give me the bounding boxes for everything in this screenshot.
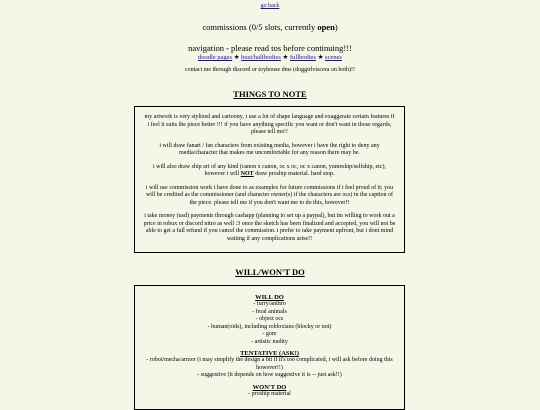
tentative-title: TENTATIVE (ASK!) <box>240 350 299 357</box>
nav-link-scenes[interactable]: scenes <box>325 54 343 61</box>
status-suffix: ) <box>334 22 338 32</box>
list-item: - furry/anthro <box>253 301 286 307</box>
status-state: open <box>317 22 335 32</box>
note-payment: i take money (usd) payments through cashapp (planning to set up a paypal), but im willing to work out a price in robux or discord nitro as well :3 once the sketch has been finalized and accepted, you will not be able to get a full refund if you cancel the commission. i prefer to take payment upfront, but i dont mind waiting if any complications arise!! <box>143 213 396 242</box>
things-to-note-box[interactable] <box>134 106 405 253</box>
nav-link-doodle-pages[interactable]: doodle pages <box>197 54 233 61</box>
note-ships-text-end: draw proship material. hard stop. <box>253 171 335 177</box>
list-item: - robot/mecha/armor (i may simplify the design a bit if it's too complicated, i will ask before doing this however!!) <box>146 357 393 371</box>
note-ships-text: i will also draw ship art of any kind (canon x canon, oc x oc, oc x canon, yumeship/selfship, etc), however i will <box>153 163 386 177</box>
list-item: - proship material <box>248 390 291 397</box>
wont-do-block <box>143 384 396 399</box>
will-wont-title: WILL/WON'T DO <box>235 267 305 277</box>
wont-do-title: WON'T DO <box>252 383 287 391</box>
list-item: - human(oids), including robloxians (blocky or not) <box>207 323 332 330</box>
will-do-title: WILL DO <box>255 294 284 301</box>
star-separator-icon: ★ <box>317 54 324 61</box>
things-to-note-title: THINGS TO NOTE <box>233 89 307 99</box>
will-do-block <box>143 294 396 346</box>
list-item: - suggestive (it depends on how suggestive it is -- just ask!!) <box>197 372 342 378</box>
list-item: - gore <box>262 331 277 337</box>
go-back-link[interactable]: go back <box>260 3 280 9</box>
commission-status <box>0 22 540 32</box>
tentative-block <box>143 350 396 380</box>
status-prefix: commissions (0/5 slots, currently <box>202 22 318 32</box>
navigation-heading: navigation - please read tos before continuing!!! <box>188 43 352 53</box>
note-style: my artwork is very stylized and cartoony, i use a lot of shape language and exaggerate certain features if i feel it suits the piece better !!! if you have anything specific you want or don't want in those regards, please tell me!! <box>144 114 395 135</box>
nav-link-fullbodies[interactable]: fullbodies <box>289 54 316 61</box>
nav-link-bust-halfbodies[interactable]: bust/halfbodies <box>241 54 281 61</box>
list-item: - object ocs <box>255 316 284 322</box>
note-examples: i will use commission work i have done to as examples for future commissions if i feel proud of it; you will be credited as the commissioner (and character owner(s) if the characters are ocs) in the caption of the piece. please tell me if you don't want me to do this, however!! <box>145 184 394 206</box>
star-separator-icon: ★ <box>282 54 289 61</box>
note-fanart: i will draw fanart / fan characters from existing media, however i have the right to deny any media/character that makes me uncomfortable for any reason there may be. <box>159 142 380 156</box>
star-separator-icon: ★ <box>233 54 240 61</box>
navigation-links <box>0 53 540 61</box>
list-item: - artistic nudity <box>251 338 288 345</box>
note-ships <box>143 164 396 179</box>
contact-info: contact me through discord or toyhouse dms (doggirlviscera on both)!! <box>184 67 356 73</box>
go-back-row <box>0 3 540 9</box>
note-ships-not: NOT <box>240 171 254 177</box>
will-wont-box[interactable] <box>134 285 405 410</box>
list-item: - feral animals <box>252 308 287 315</box>
